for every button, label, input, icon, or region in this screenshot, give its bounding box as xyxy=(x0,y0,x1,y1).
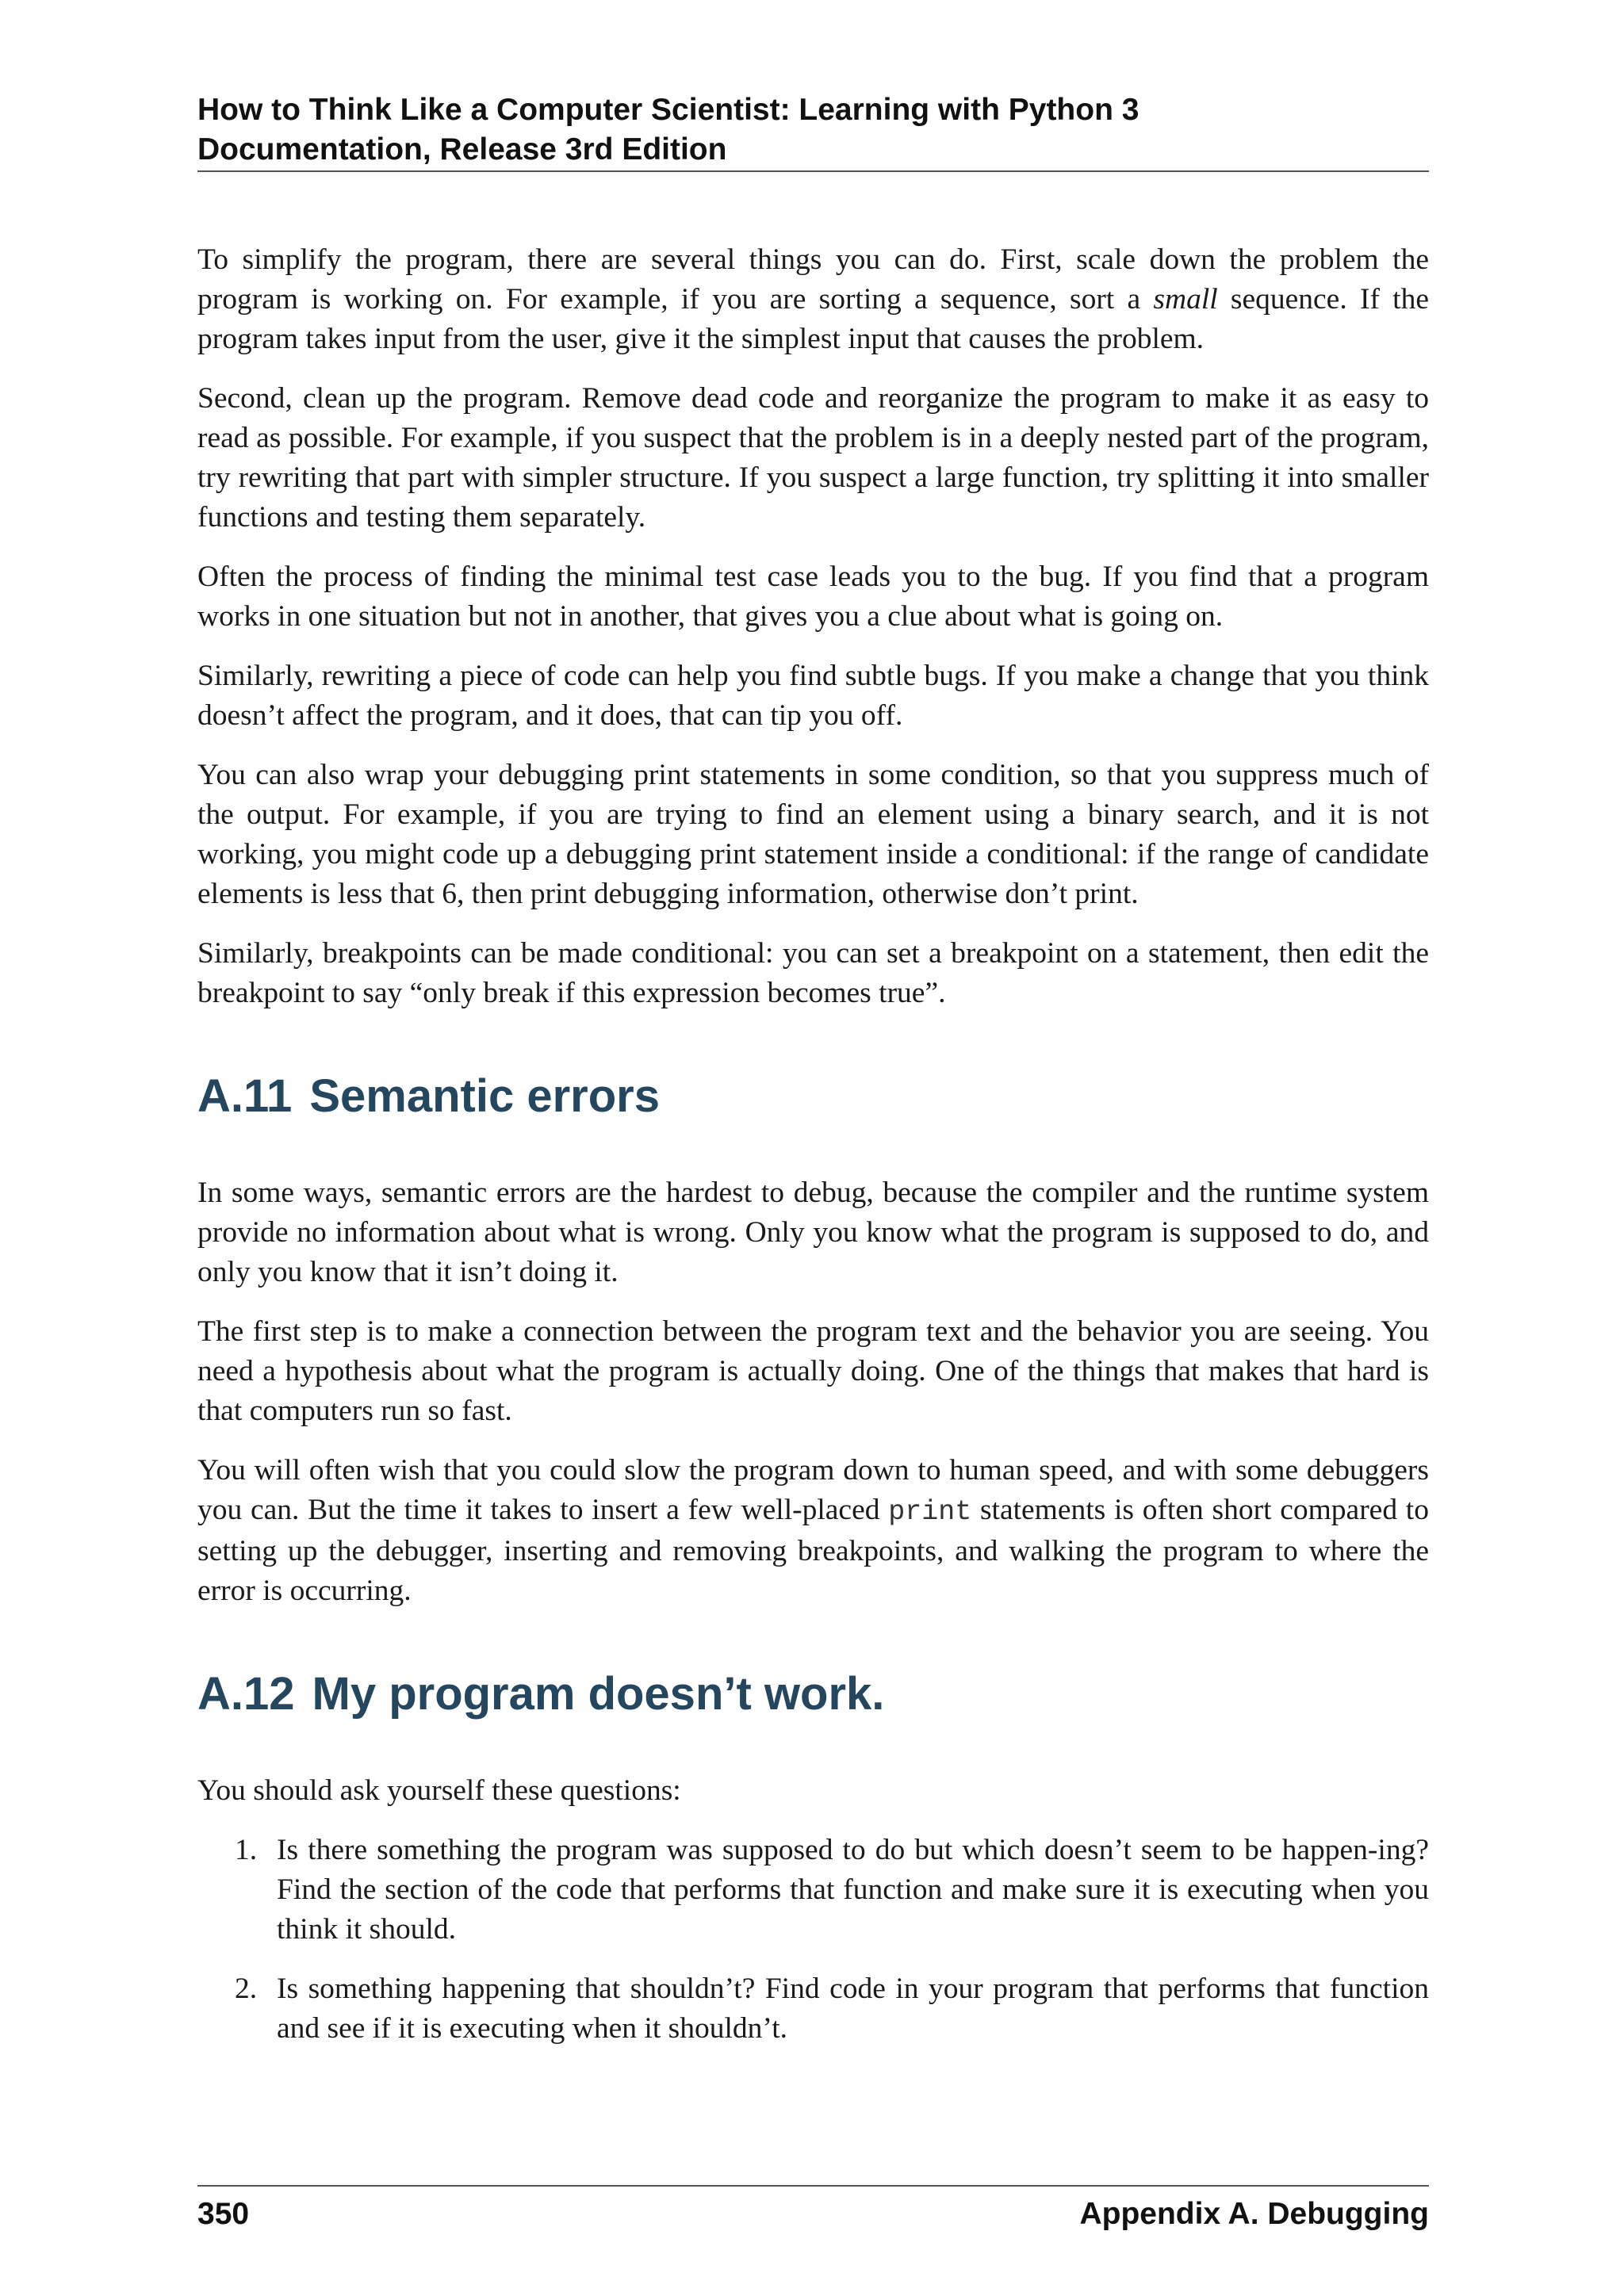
paragraph-text: statements is often short compared to setting up the debugger, inserting and removing breakpoints, and walking the program to where the error is occurring. xyxy=(197,1494,1429,1607)
paragraph-ask-questions: You should ask yourself these questions: xyxy=(197,1774,681,1807)
paragraph-clean-up: Second, clean up the program. Remove dead code and reorganize the program to make it as easy to read as possible. For example, if you suspect that the problem is in a deeply nested part of the program, try rewriting that part with simpler structure. If you suspect a large function, try splitting it into smaller functions and testing them separately. xyxy=(197,382,1429,534)
paragraph-rewriting: Similarly, rewriting a piece of code can help you find subtle bugs. If you make a change that you think doesn’t affect the program, and it does, that can tip you off. xyxy=(197,660,1429,732)
chapter-title: Appendix A. Debugging xyxy=(1079,2197,1429,2231)
paragraph-text: To simplify the program, there are several things you can do. First, scale down the problem the program is working on. For example, if you are sorting a sequence, sort a xyxy=(197,243,1429,316)
list-item-marker: 2. xyxy=(235,1973,258,2005)
section-number: A.11 xyxy=(197,1070,293,1122)
list-item-text: Is something happening that shouldn’t? Find code in your program that performs that function and see if it is executing when it shouldn’t. xyxy=(277,1973,1429,2045)
paragraph-minimal-test-case: Often the process of finding the minimal test case leads you to the bug. If you find that a program works in one situation but not in another, that gives you a clue about what is going on. xyxy=(197,561,1429,633)
paragraph-wrap-print: You can also wrap your debugging print statements in some condition, so that you suppress much of the output. For example, if you are trying to find an element using a binary search, and it is not working, you might code up a debugging print statement inside a conditional: if the range of candidate elements is less that 6, then print debugging information, otherwise don’t print. xyxy=(197,759,1429,910)
footer-divider xyxy=(197,2185,1429,2187)
section-heading-program-doesnt-work xyxy=(197,1667,1429,1722)
paragraph-simplify xyxy=(197,240,1429,359)
inline-code-print: print xyxy=(888,1496,972,1528)
emphasis-small: small xyxy=(1153,283,1218,316)
paragraph-semantic-hardest: In some ways, semantic errors are the hardest to debug, because the compiler and the runtime system provide no information about what is wrong. Only you know what the program is supposed to do, and only you know that it isn’t doing it. xyxy=(197,1177,1429,1288)
paragraph-slow-down xyxy=(197,1451,1429,1611)
section-title: Semantic errors xyxy=(309,1070,660,1122)
list-item-marker: 1. xyxy=(235,1834,258,1866)
questions-list xyxy=(197,1831,1429,2049)
list-item xyxy=(197,1969,1429,2049)
header-title-line-1: How to Think Like a Computer Scientist: Learning with Python 3 xyxy=(197,93,1139,127)
header-divider xyxy=(197,170,1429,172)
section-heading-semantic-errors xyxy=(197,1069,1429,1124)
paragraph-text: You will often wish that you could slow the program down to human speed, and with some debuggers you can. But the time it takes to insert a few well-placed xyxy=(197,1454,1429,1526)
document-page xyxy=(197,0,1429,2296)
header-title-line-2: Documentation, Release 3rd Edition xyxy=(197,132,727,166)
page-body xyxy=(197,240,1429,2068)
paragraph-first-step: The first step is to make a connection between the program text and the behavior you are seeing. You need a hypothesis about what the program is actually doing. One of the things that makes that hard is that computers run so fast. xyxy=(197,1315,1429,1427)
list-item xyxy=(197,1831,1429,1950)
section-number: A.12 xyxy=(197,1668,295,1720)
section-title: My program doesn’t work. xyxy=(312,1668,885,1720)
list-item-text: Is there something the program was supposed to do but which doesn’t seem to be happen-ing? Find the section of the code that performs that function and make sure it is executing when you think it should. xyxy=(277,1834,1429,1946)
running-header xyxy=(197,90,1429,170)
paragraph-text: sequence. If the program takes input from the user, give it the simplest input that causes the problem. xyxy=(197,283,1429,355)
paragraph-conditional-breakpoints: Similarly, breakpoints can be made conditional: you can set a breakpoint on a statement, then edit the breakpoint to say “only break if this expression becomes true”. xyxy=(197,937,1429,1009)
page-number: 350 xyxy=(197,2197,250,2231)
